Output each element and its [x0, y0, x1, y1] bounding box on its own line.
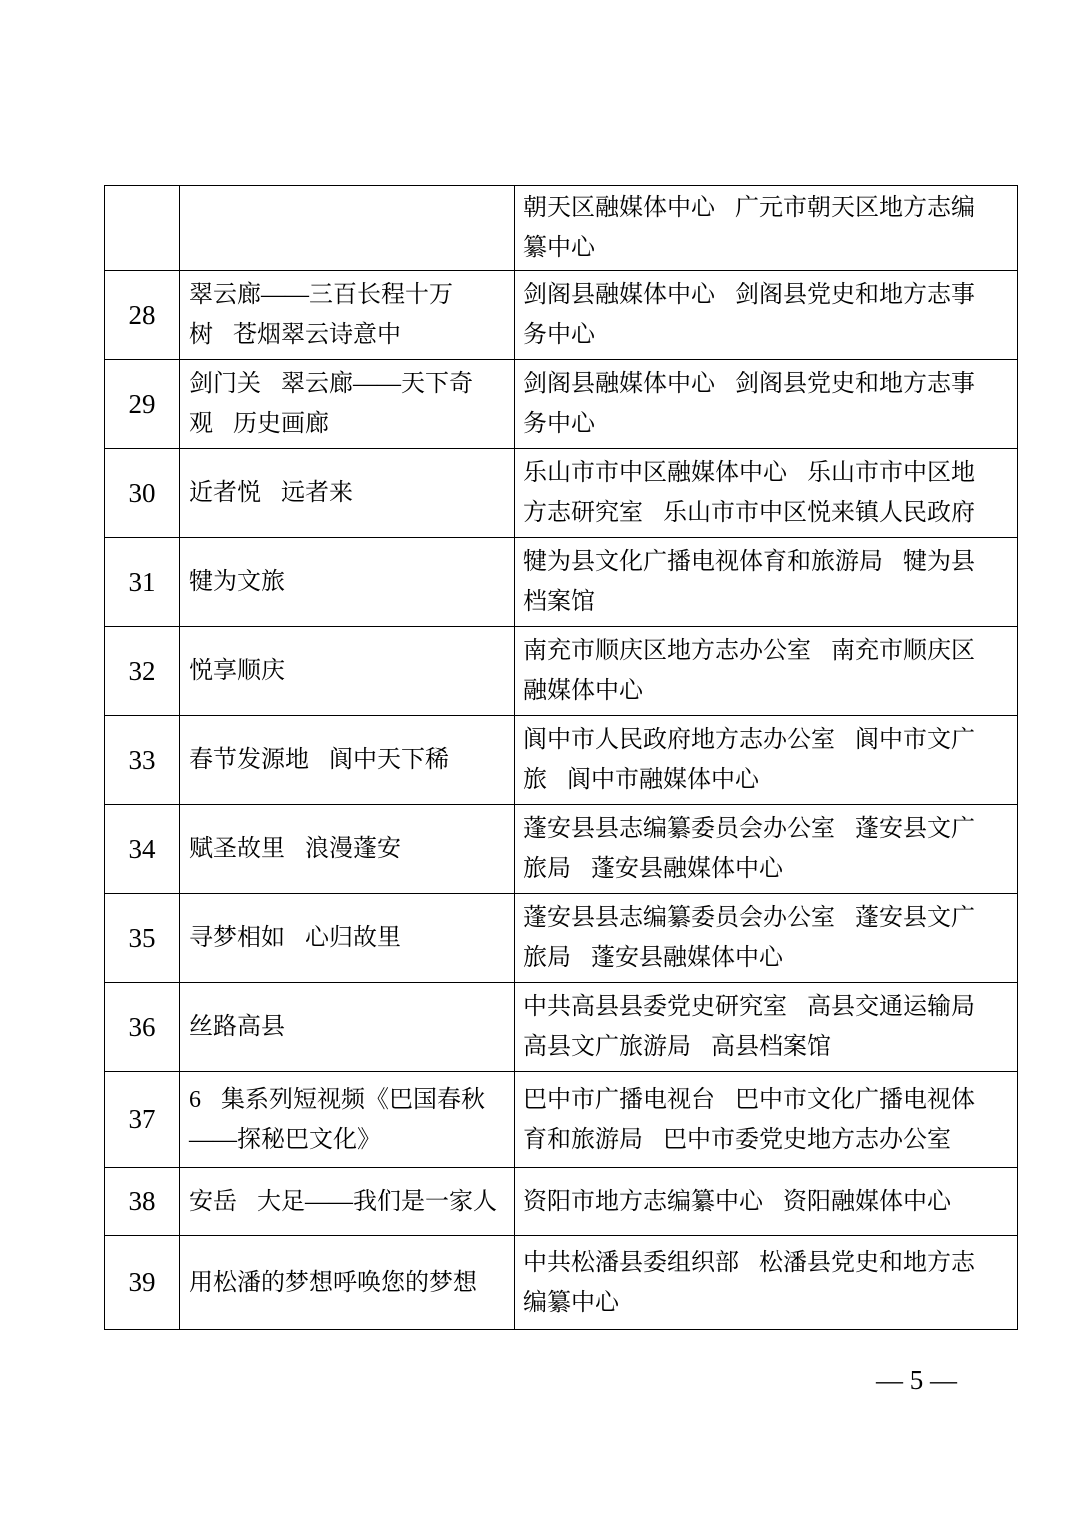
table-row: [105, 983, 1018, 1072]
award-table: [104, 185, 1018, 1330]
text-line: 春节发源地 阆中天下稀: [189, 747, 449, 773]
title-cell: [180, 449, 515, 538]
title-cell: [180, 627, 515, 716]
text-line: 育和旅游局 巴中市委党史地方志办公室: [523, 1126, 951, 1153]
organizations-cell: [515, 1236, 1018, 1330]
title-cell: [180, 716, 515, 805]
text-line: ——探秘巴文化》: [189, 1126, 381, 1153]
text-line: 蓬安县县志编纂委员会办公室 蓬安县文广: [523, 816, 975, 842]
title-cell: [180, 360, 515, 449]
title-cell: [180, 983, 515, 1072]
organizations-cell: [515, 1168, 1018, 1236]
row-number-cell: [105, 186, 180, 271]
text-line: 犍为文旅: [189, 569, 285, 595]
title-cell: [180, 1168, 515, 1236]
award-table-container: [104, 185, 1018, 1330]
text-line: 近者悦 远者来: [189, 480, 353, 506]
text-line: 犍为县文化广播电视体育和旅游局 犍为县: [523, 549, 975, 575]
title-cell: [180, 186, 515, 271]
table-row: [105, 716, 1018, 805]
table-row: [105, 627, 1018, 716]
organizations-cell: [515, 627, 1018, 716]
row-number-cell: 29: [105, 360, 180, 449]
table-row: [105, 360, 1018, 449]
organizations-cell: [515, 186, 1018, 271]
table-row: [105, 894, 1018, 983]
award-table-body: [105, 186, 1018, 1330]
text-line: 巴中市广播电视台 巴中市文化广播电视体: [523, 1086, 975, 1113]
text-line: 资阳市地方志编纂中心 资阳融媒体中心: [523, 1188, 951, 1215]
text-line: 赋圣故里 浪漫蓬安: [189, 836, 401, 862]
title-cell: [180, 1236, 515, 1330]
organizations-cell: [515, 716, 1018, 805]
row-number-cell: 31: [105, 538, 180, 627]
text-line: 融媒体中心: [523, 678, 643, 704]
text-line: 务中心: [523, 411, 595, 437]
text-line: 剑阁县融媒体中心 剑阁县党史和地方志事: [523, 282, 975, 308]
text-line: 旅局 蓬安县融媒体中心: [523, 945, 783, 971]
text-line: 中共高县县委党史研究室 高县交通运输局: [523, 994, 975, 1020]
text-line: 丝路高县: [189, 1014, 285, 1040]
title-cell: [180, 894, 515, 983]
text-line: 寻梦相如 心归故里: [189, 925, 401, 951]
table-row: [105, 1072, 1018, 1168]
text-line: 剑阁县融媒体中心 剑阁县党史和地方志事: [523, 371, 975, 397]
row-number-cell: 39: [105, 1236, 180, 1330]
text-line: 观 历史画廊: [189, 411, 329, 437]
organizations-cell: [515, 360, 1018, 449]
text-line: 中共松潘县委组织部 松潘县党史和地方志: [523, 1249, 975, 1276]
organizations-cell: [515, 449, 1018, 538]
row-number-cell: 35: [105, 894, 180, 983]
text-line: 悦享顺庆: [189, 658, 285, 684]
title-cell: [180, 805, 515, 894]
table-row: [105, 538, 1018, 627]
table-row: [105, 271, 1018, 360]
text-line: 务中心: [523, 322, 595, 348]
organizations-cell: [515, 538, 1018, 627]
organizations-cell: [515, 894, 1018, 983]
text-line: 6 集系列短视频《巴国春秋: [189, 1086, 485, 1113]
text-line: 剑门关 翠云廊——天下奇: [189, 371, 473, 397]
text-line: 用松潘的梦想呼唤您的梦想: [189, 1269, 477, 1296]
organizations-cell: [515, 1072, 1018, 1168]
table-row: [105, 1168, 1018, 1236]
page-number: — 5 —: [876, 1365, 957, 1395]
title-cell: [180, 538, 515, 627]
row-number-cell: 37: [105, 1072, 180, 1168]
row-number-cell: 28: [105, 271, 180, 360]
organizations-cell: [515, 805, 1018, 894]
text-line: 蓬安县县志编纂委员会办公室 蓬安县文广: [523, 905, 975, 931]
title-cell: [180, 1072, 515, 1168]
row-number-cell: 32: [105, 627, 180, 716]
row-number-cell: 30: [105, 449, 180, 538]
organizations-cell: [515, 983, 1018, 1072]
text-line: 方志研究室 乐山市市中区悦来镇人民政府: [523, 500, 975, 526]
organizations-cell: [515, 271, 1018, 360]
table-row: [105, 805, 1018, 894]
row-number-cell: 36: [105, 983, 180, 1072]
table-row: [105, 186, 1018, 271]
title-cell: [180, 271, 515, 360]
text-line: 阆中市人民政府地方志办公室 阆中市文广: [523, 727, 975, 753]
table-row: [105, 1236, 1018, 1330]
text-line: 档案馆: [523, 589, 595, 615]
text-line: 高县文广旅游局 高县档案馆: [523, 1034, 831, 1060]
text-line: 安岳 大足——我们是一家人: [189, 1188, 497, 1215]
text-line: 乐山市市中区融媒体中心 乐山市市中区地: [523, 460, 975, 486]
text-line: 朝天区融媒体中心 广元市朝天区地方志编: [523, 195, 975, 221]
row-number-cell: 38: [105, 1168, 180, 1236]
text-line: 纂中心: [523, 235, 595, 261]
row-number-cell: 33: [105, 716, 180, 805]
text-line: 编纂中心: [523, 1289, 619, 1316]
text-line: 旅 阆中市融媒体中心: [523, 767, 759, 793]
text-line: 南充市顺庆区地方志办公室 南充市顺庆区: [523, 638, 975, 664]
text-line: 树 苍烟翠云诗意中: [189, 322, 401, 348]
row-number-cell: 34: [105, 805, 180, 894]
table-row: [105, 449, 1018, 538]
text-line: 旅局 蓬安县融媒体中心: [523, 856, 783, 882]
text-line: 翠云廊——三百长程十万: [189, 282, 453, 308]
